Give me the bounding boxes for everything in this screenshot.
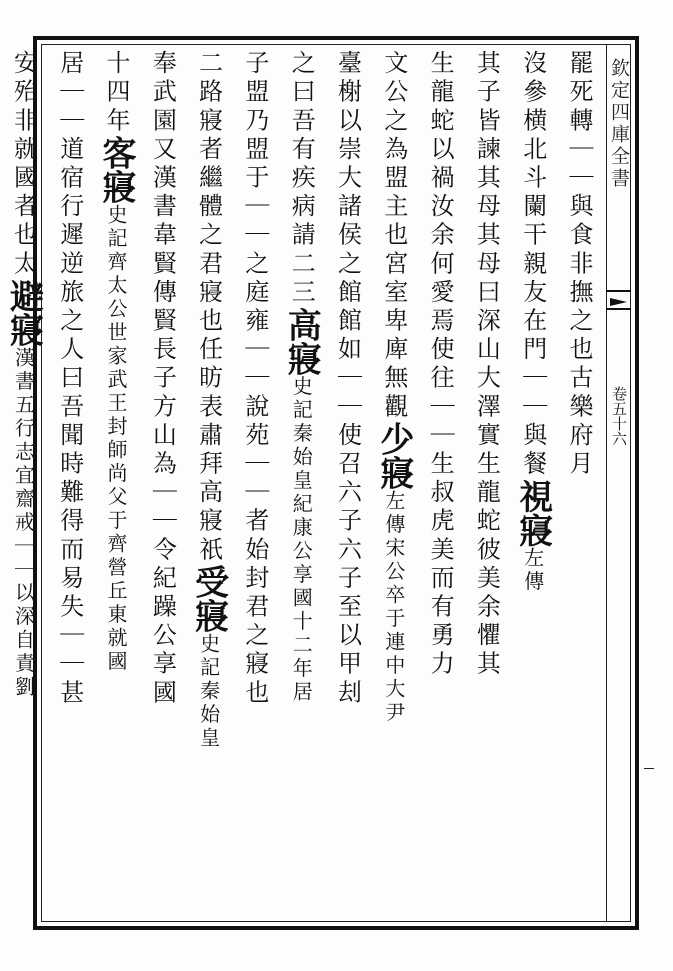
entry-heading: 少寢 <box>373 421 414 490</box>
text-segment: 其子皆諫其母其母曰深山大澤實生龍蛇彼美余懼其 <box>472 50 501 680</box>
text-column <box>46 50 92 916</box>
text-column <box>278 50 324 916</box>
entry-heading: 客寢 <box>96 135 137 204</box>
text-column <box>324 50 370 916</box>
entry-heading: 受寢 <box>188 564 229 633</box>
text-column <box>0 50 46 916</box>
text-segment: 文公之為盟主也宮室卑庳無觀 <box>379 50 408 422</box>
text-segment: 十四年 <box>102 50 131 136</box>
entry-heading: 高寢 <box>281 307 322 376</box>
text-segment: 漢書五行志宜齋戒｜｜以深自責劉 <box>11 346 36 700</box>
text-column <box>371 50 417 916</box>
text-segment: 之曰吾有疾病請二三 <box>287 50 316 308</box>
text-segment: 居｜｜道宿行遲逆旅之人曰吾聞時難得而易失｜｜甚 <box>55 50 84 708</box>
fish-tail-mark <box>606 290 631 310</box>
text-column <box>139 50 185 916</box>
entry-heading: 視寢 <box>512 479 553 547</box>
text-segment: 子盟乃盟于｜｜之庭雍｜｜說苑｜｜者始封君之寢也 <box>240 50 269 708</box>
text-column <box>185 50 231 916</box>
text-segment: 左傳宋公卒于連中大尹 <box>381 489 406 725</box>
text-segment: 史記齊太公世家武王封師尚父于齊營丘東就國 <box>104 203 129 674</box>
text-column <box>417 50 463 916</box>
text-segment: 二路寢者繼體之君寢也任昉表肅拜高寢祇 <box>194 50 223 565</box>
text-segment: 奉武園又漢書韋賢傳賢長子方山為｜｜令紀躁公享國 <box>148 50 177 708</box>
text-segment: 安殆非就國者也太 <box>9 50 38 279</box>
text-column <box>463 50 509 916</box>
book-title: 欽定四庫全書 <box>608 58 630 190</box>
juan-label: 卷五十六 <box>610 386 628 446</box>
text-segment: 罷死轉｜｜與食非撫之也古樂府月 <box>565 50 593 479</box>
page-edge-tick <box>644 768 654 769</box>
text-segment: 生龍蛇以禍汝余何愛焉使往｜｜生叔虎美而有勇力 <box>426 50 455 680</box>
text-column <box>93 50 139 916</box>
text-segment: 臺榭以崇大諸侯之館館如｜｜使召六子六子至以甲刦 <box>333 50 362 708</box>
text-segment: 史記秦始皇紀康公享國十二年居 <box>289 375 314 705</box>
text-segment: 史記秦始皇 <box>196 632 221 751</box>
text-column <box>556 50 602 916</box>
text-segment: 左傳 <box>520 547 545 594</box>
text-column <box>509 50 555 916</box>
text-segment: 沒參横北斗闌干親友在門｜｜與餐 <box>518 50 547 479</box>
text-column <box>232 50 278 916</box>
entry-heading: 避寢 <box>3 278 44 347</box>
body-text <box>3 50 602 916</box>
